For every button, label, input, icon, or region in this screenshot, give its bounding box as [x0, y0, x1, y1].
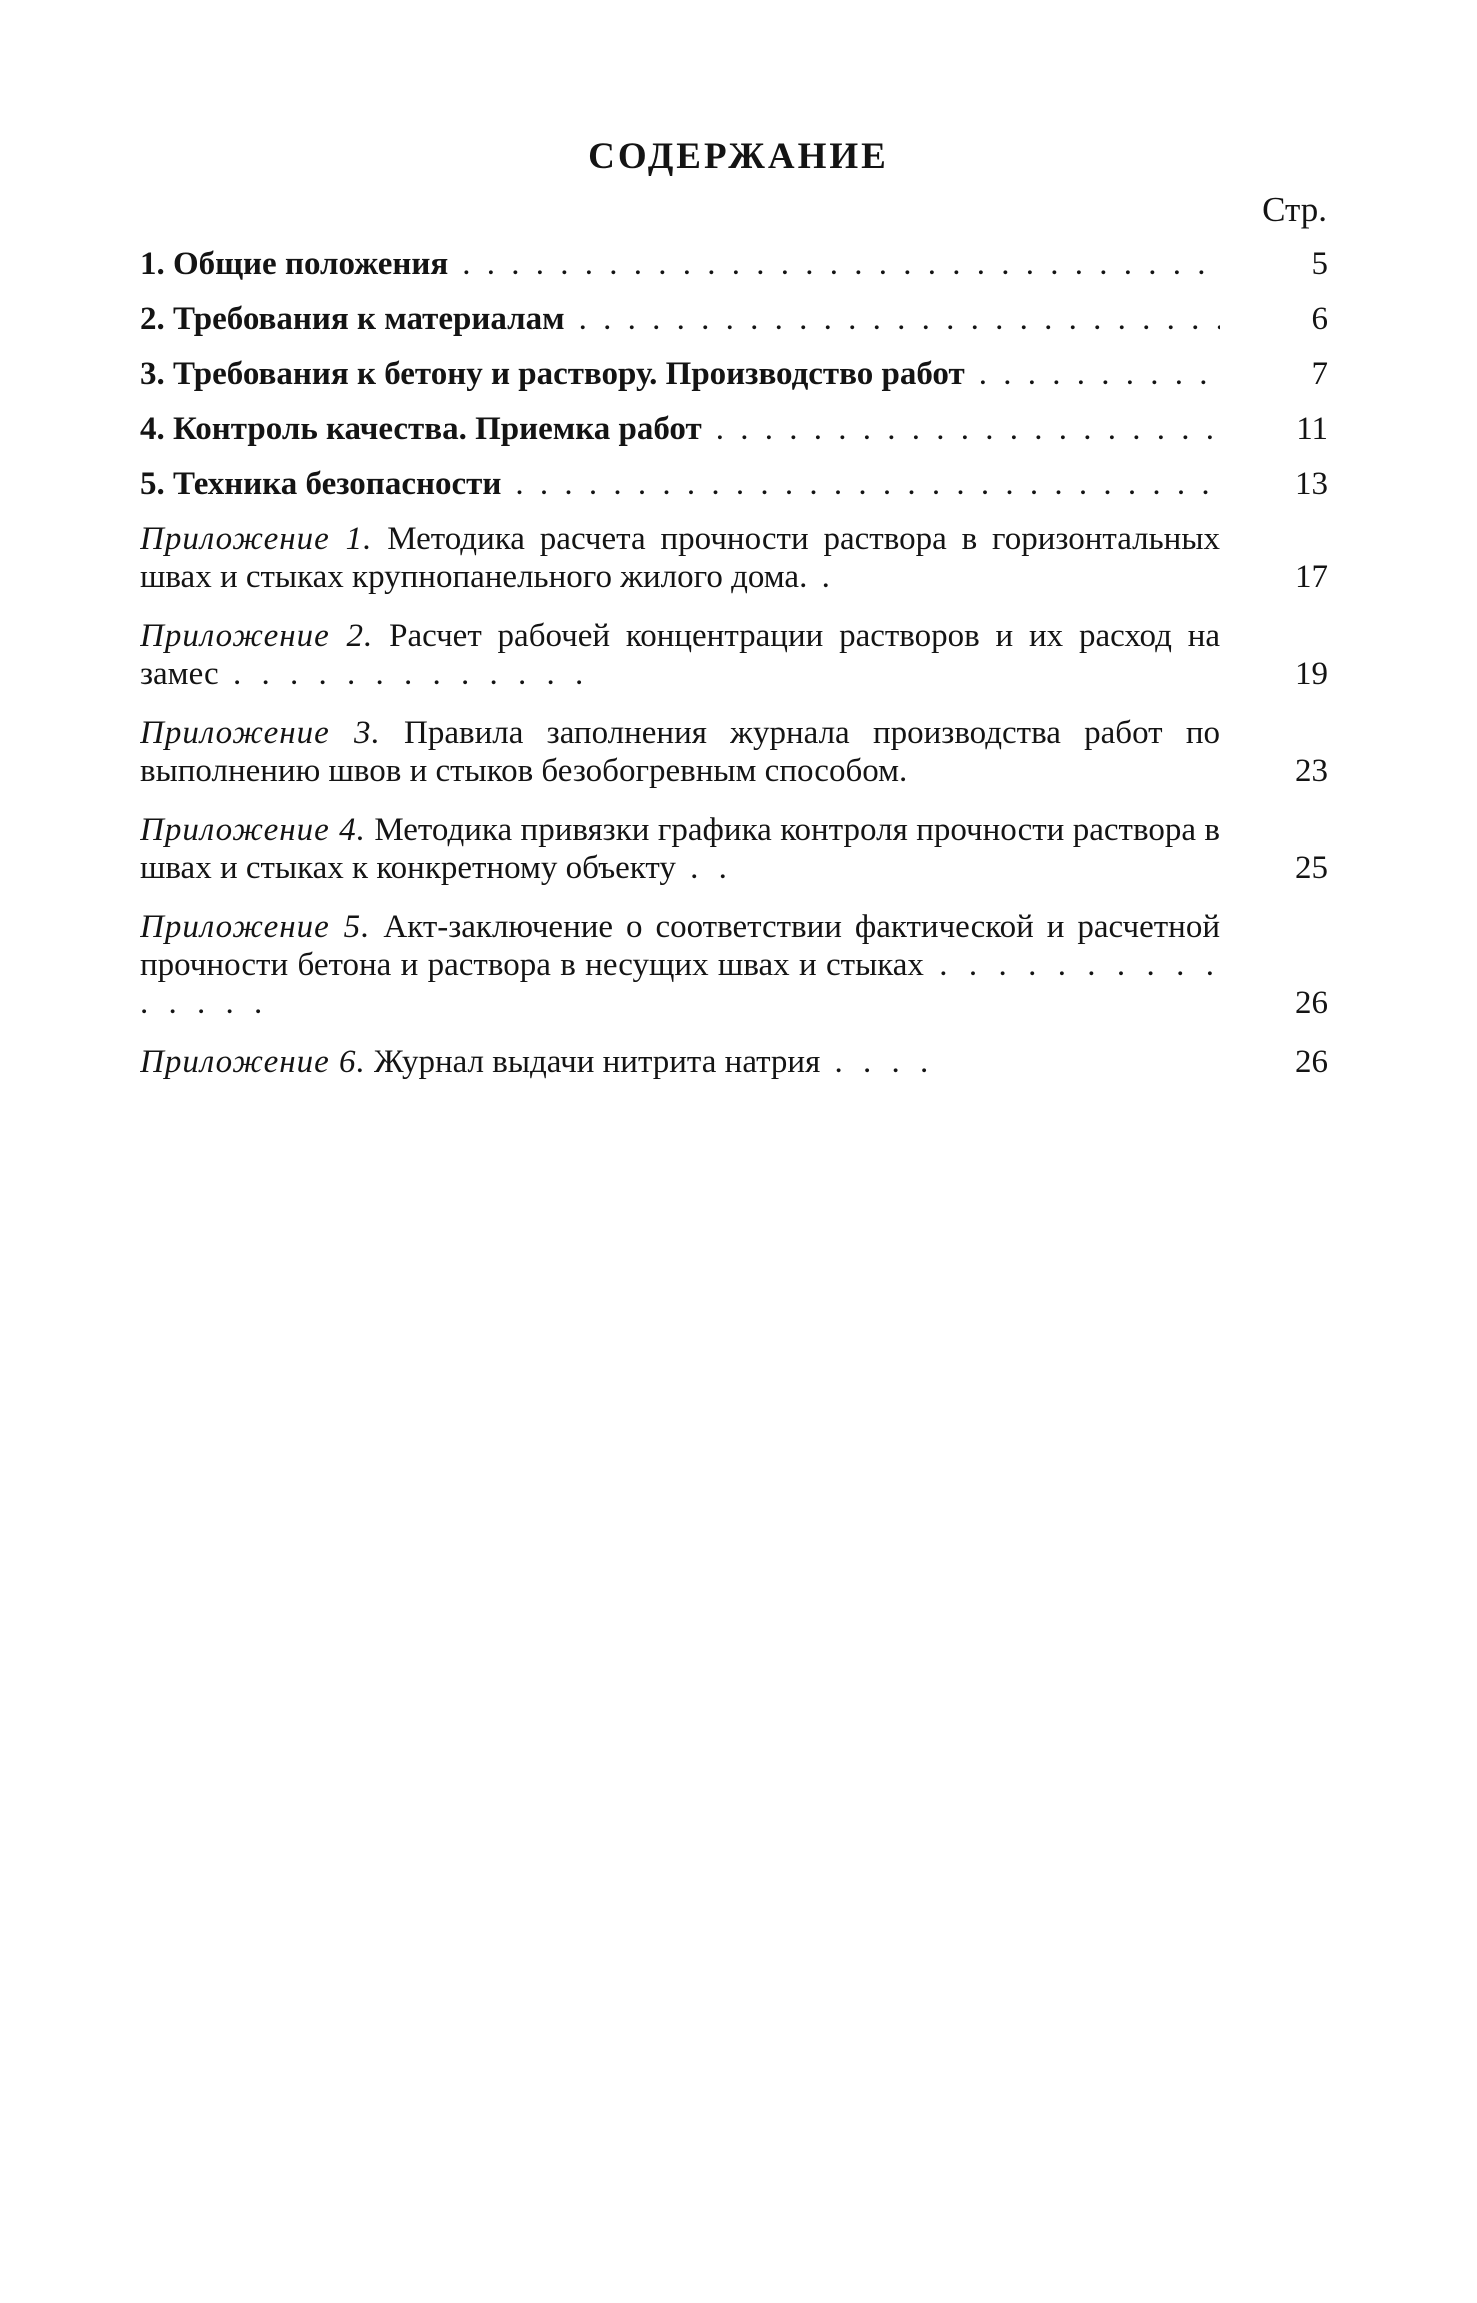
toc-entry-title: 3. Требования к бетону и раствору. Производство работ [140, 356, 973, 392]
toc-entry-appendix-1[interactable] [140, 520, 1328, 596]
page-column-label: Стр. [1262, 190, 1327, 229]
toc-entry-page: 17 [1295, 559, 1328, 595]
toc-entry-page: 25 [1295, 850, 1328, 886]
toc-entry-page: 26 [1295, 1044, 1328, 1080]
toc-entry-general-provisions[interactable] [140, 245, 1328, 283]
toc-entry-page: 19 [1295, 656, 1328, 692]
appendix-title: Правила заполнения журнала производства работ по выполнению швов и стыков безобогревным способом. [140, 715, 1220, 789]
toc-entry-title: 1. Общие положения [140, 246, 456, 282]
appendix-lead: Приложение 4. [140, 812, 366, 848]
appendix-title: Методика привязки графика контроля прочности раствора в швах и стыках к конкретному объекту [140, 812, 1220, 886]
toc-entry-appendix-3[interactable] [140, 714, 1328, 790]
toc-entry-page: 23 [1295, 753, 1328, 789]
toc-entry-page: 6 [1311, 301, 1328, 337]
table-of-contents [140, 245, 1328, 1102]
appendix-title: Акт-заключение о соответствии фактической и расчетной прочности бетона и раствора в несущих швах и стыках [140, 909, 1220, 983]
toc-entry-safety[interactable] [140, 465, 1328, 503]
appendix-title: Расчет рабочей концентрации растворов и их расход на замес [140, 618, 1220, 692]
toc-entry-concrete-requirements[interactable] [140, 355, 1328, 393]
appendix-title: Методика расчета прочности раствора в горизонтальных швах и стыках крупнопанельного жилого дома. [140, 521, 1220, 595]
appendix-lead: Приложение 5. [140, 909, 371, 945]
toc-entry-title: 4. Контроль качества. Приемка работ [140, 411, 710, 447]
toc-entry-appendix-4[interactable] [140, 811, 1328, 887]
leader-dots: . . . . [820, 1044, 935, 1080]
appendix-title: Журнал выдачи нитрита натрия [373, 1044, 821, 1080]
toc-entry-material-requirements[interactable] [140, 300, 1328, 338]
appendix-lead: Приложение 2. [140, 618, 374, 654]
leader-dots: . . . . . . . . . . . . . . . [140, 947, 1220, 1021]
toc-entry-page: 7 [1311, 356, 1328, 392]
leader-dots: . [807, 559, 836, 595]
appendix-lead: Приложение 6. [140, 1044, 366, 1080]
toc-entry-appendix-2[interactable] [140, 617, 1328, 693]
leader-dots: . . . . . . . . . . . . . [218, 656, 590, 692]
leader-dots: . . [675, 850, 733, 886]
toc-entry-appendix-6[interactable] [140, 1043, 1328, 1081]
toc-entry-page: 5 [1311, 246, 1328, 282]
toc-entry-page: 11 [1296, 411, 1328, 447]
toc-entry-appendix-5[interactable] [140, 908, 1328, 1022]
appendix-lead: Приложение 1. [140, 521, 373, 557]
toc-entry-quality-control[interactable] [140, 410, 1328, 448]
appendix-lead: Приложение 3. [140, 715, 381, 751]
toc-entry-page: 13 [1295, 466, 1328, 502]
toc-entry-title: 5. Техника безопасности [140, 466, 509, 502]
page-title: СОДЕРЖАНИЕ [588, 136, 889, 177]
toc-entry-title: 2. Требования к материалам [140, 301, 573, 337]
toc-entry-page: 26 [1295, 985, 1328, 1021]
